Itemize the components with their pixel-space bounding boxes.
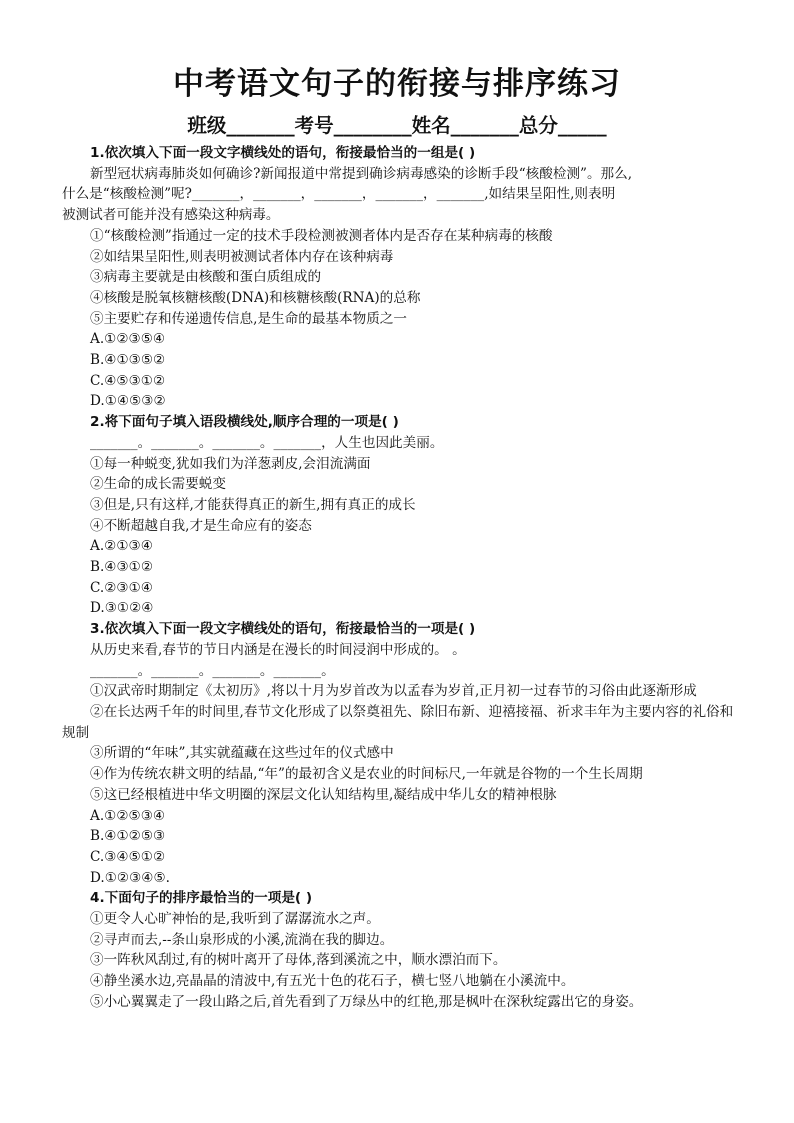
question-1-item: ⑤主要贮存和传递遗传信息,是生命的最基本物质之一 [90, 310, 407, 327]
question-1-option-c: C.④⑤③①② [90, 372, 166, 389]
question-3-item: ⑤这已经根植进中华文明圈的深层文化认知结构里,凝结成中华儿女的精神根脉 [90, 786, 557, 803]
question-3-item: ③所谓的“年味”,其实就蕴藏在这些过年的仪式感中 [90, 745, 394, 762]
question-4-item: ③一阵秋风刮过,有的树叶离开了母体,落到溪流之中，顺水漂泊而下。 [90, 952, 507, 969]
question-3-item: ②在长达两千年的时间里,春节文化形成了以祭奠祖先、除旧布新、迎禧接福、祈求丰年为主要内容的礼俗和规制 [62, 703, 734, 741]
question-4-item: ①更令人心旷神怡的是,我听到了潺潺流水之声。 [90, 911, 380, 928]
student-info-line: 班级_______考号________姓名_______总分_____ [187, 114, 607, 137]
question-1-option-b: B.④①③⑤② [90, 352, 166, 369]
exercise-content [62, 143, 742, 1013]
question-2-option-a: A.②①③④ [90, 538, 153, 555]
question-1-passage-line: 被测试者可能并没有感染这种病毒。 [62, 207, 280, 224]
question-3-passage-line: _______。_______。_______。_______。 [90, 662, 335, 679]
question-3-item: ④作为传统农耕文明的结晶,“年”的最初含义是农业的时间标尺,一年就是谷物的一个生长周期 [90, 766, 643, 783]
question-2-option-b: B.④③①② [90, 559, 154, 576]
page-title: 中考语文句子的衔接与排序练习 [173, 66, 621, 102]
question-1-option-d: D.①④⑤③② [90, 393, 166, 410]
question-3-option-c: C.③④⑤①② [90, 848, 166, 865]
question-2-option-d: D.③①②④ [90, 600, 154, 617]
question-1-option-a: A.①②③⑤④ [90, 331, 166, 348]
question-1-passage-line: 什么是“核酸检测”呢?_______，_______，_______，_______，_______,如结果呈阳性,则表明 [62, 186, 616, 203]
question-4-item: ②寻声而去,--条山泉形成的小溪,流淌在我的脚边。 [90, 931, 394, 948]
question-3-item: ①汉武帝时期制定《太初历》,将以十月为岁首改为以孟春为岁首,正月初一过春节的习俗由此逐渐形成 [90, 683, 697, 700]
question-3-option-a: A.①②⑤③④ [90, 807, 166, 824]
question-1-item: ③病毒主要就是由核酸和蛋白质组成的 [90, 269, 322, 286]
question-1-item: ①“核酸检测”指通过一定的技术手段检测被测者体内是否存在某种病毒的核酸 [90, 227, 553, 244]
question-4-item: ④静坐溪水边,亮晶晶的清波中,有五光十色的花石子，横七竖八地躺在小溪流中。 [90, 973, 575, 990]
question-2-item: ④不断超越自我,才是生命应有的姿态 [90, 517, 312, 534]
question-2-passage-line: _______。_______。_______。_______，人生也因此美丽。 [90, 434, 444, 451]
question-1-item: ②如结果呈阳性,则表明被测试者体内存在该种病毒 [90, 248, 394, 265]
question-2-heading: 2.将下面句子填入语段横线处,顺序合理的一项是( ) [90, 414, 399, 431]
question-1-heading: 1.依次填入下面一段文字横线处的语句，衔接最恰当的一组是( ) [90, 145, 476, 161]
question-2-item: ①每一种蜕变,犹如我们为洋葱剥皮,会泪流满面 [90, 455, 371, 472]
question-3-passage-line: 从历史来看,春节的节日内涵是在漫长的时间浸润中形成的。 。 [90, 641, 466, 658]
question-3-heading: 3.依次填入下面一段文字横线处的语句，衔接最恰当的一项是( ) [90, 621, 476, 638]
question-4-heading: 4.下面句子的排序最恰当的一项是( ) [90, 890, 313, 907]
question-3-option-b: B.④①②⑤③ [90, 828, 166, 845]
question-1-passage-line: 新型冠状病毒肺炎如何确诊?新闻报道中常提到确诊病毒感染的诊断手段“核酸检测”。那么, [90, 165, 633, 182]
question-1-item: ④核酸是脱氧核糖核酸(DNA)和核糖核酸(RNA)的总称 [90, 289, 421, 306]
question-3-option-d: D.①②③④⑤. [90, 869, 170, 886]
question-2-item: ②生命的成长需要蜕变 [90, 476, 226, 493]
question-2-item: ③但是,只有这样,才能获得真正的新生,拥有真正的成长 [90, 496, 416, 513]
question-4-item: ⑤小心翼翼走了一段山路之后,首先看到了万绿丛中的红艳,那是枫叶在深秋绽露出它的身姿。 [90, 993, 643, 1010]
question-2-option-c: C.②③①④ [90, 579, 153, 596]
